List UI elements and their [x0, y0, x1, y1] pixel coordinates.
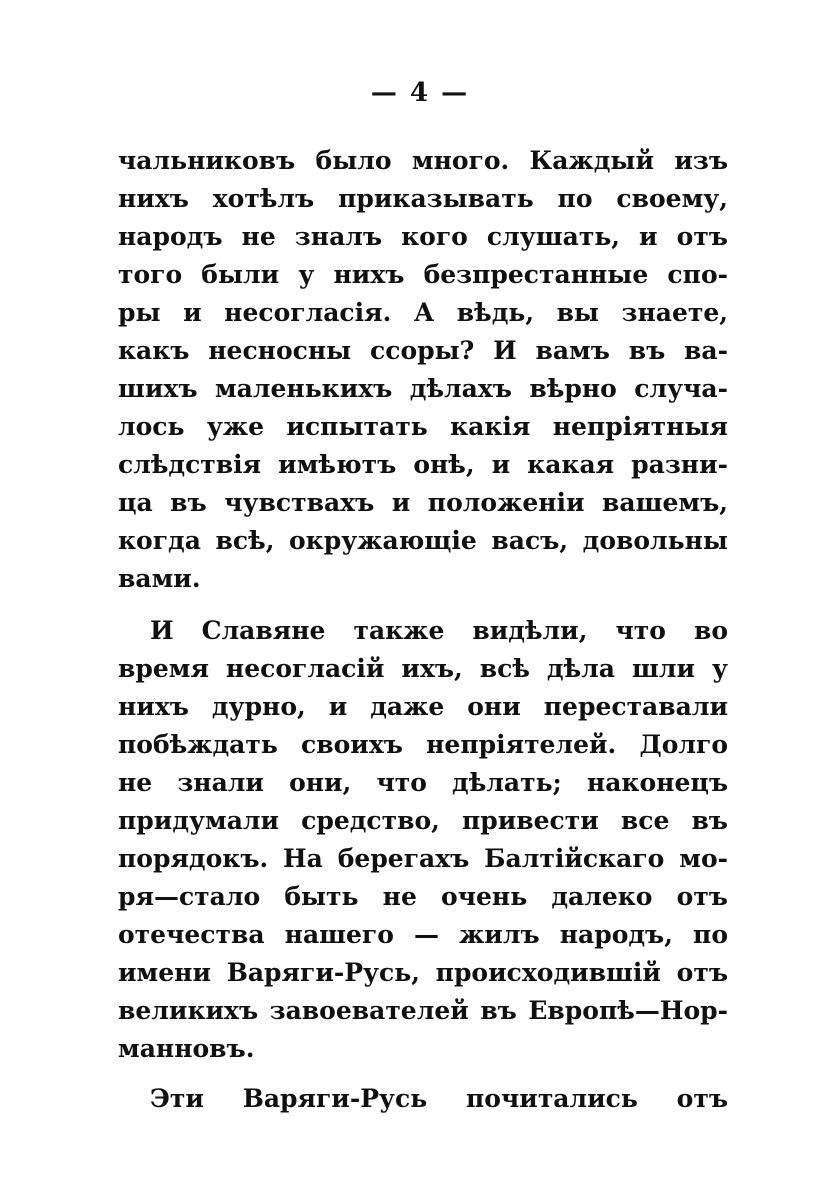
text-line: великихъ завоевателей въ Европѣ—Нор- — [118, 996, 728, 1025]
text-line: манновъ. — [118, 1034, 255, 1063]
text-line: ря—стало быть не очень далеко отъ — [118, 882, 728, 911]
text-line: чальниковъ было много. Каждый изъ — [118, 146, 728, 175]
text-line: ры и несогласія. А вѣдь, вы знаете, — [118, 298, 728, 327]
text-line: побѣждать своихъ непріятелей. Долго — [118, 730, 728, 759]
text-line: того были у нихъ безпрестанные спо- — [118, 260, 728, 289]
text-line: Эти Варяги-Русь почитались отъ — [150, 1084, 728, 1113]
text-line: нихъ дурно, и даже они переставали — [118, 692, 728, 721]
text-line: ца въ чувствахъ и положеніи вашемъ, — [118, 488, 728, 517]
text-line: время несогласій ихъ, всѣ дѣла шли у — [118, 654, 728, 683]
page-number: — 4 — — [370, 78, 470, 108]
text-line: слѣдствія имѣютъ онѣ, и какая разни- — [118, 450, 728, 479]
text-line: имени Варяги-Русь, происходившій отъ — [118, 958, 728, 987]
text-line: отечества нашего — жилъ народъ, по — [118, 920, 728, 949]
text-line: придумали средство, привести все въ — [118, 806, 728, 835]
text-line: не знали они, что дѣлать; наконецъ — [118, 768, 728, 797]
text-line: когда всѣ, окружающіе васъ, довольны — [118, 526, 728, 555]
paragraph-1 — [118, 142, 728, 598]
text-line: шихъ маленькихъ дѣлахъ вѣрно случа- — [118, 374, 728, 403]
paragraph-2 — [118, 612, 728, 1068]
text-line: порядокъ. На берегахъ Балтійскаго мо- — [118, 844, 728, 873]
text-line: И Славяне также видѣли, что во — [150, 616, 728, 645]
paragraph-3 — [118, 1080, 728, 1118]
text-line: вами. — [118, 564, 201, 593]
text-line: народъ не зналъ кого слушать, и отъ — [118, 222, 728, 251]
text-line: какъ несносны ссоры? И вамъ въ ва- — [118, 336, 728, 365]
text-line: лось уже испытать какія непріятныя — [118, 412, 728, 441]
text-line: нихъ хотѣлъ приказывать по своему, — [118, 184, 728, 213]
